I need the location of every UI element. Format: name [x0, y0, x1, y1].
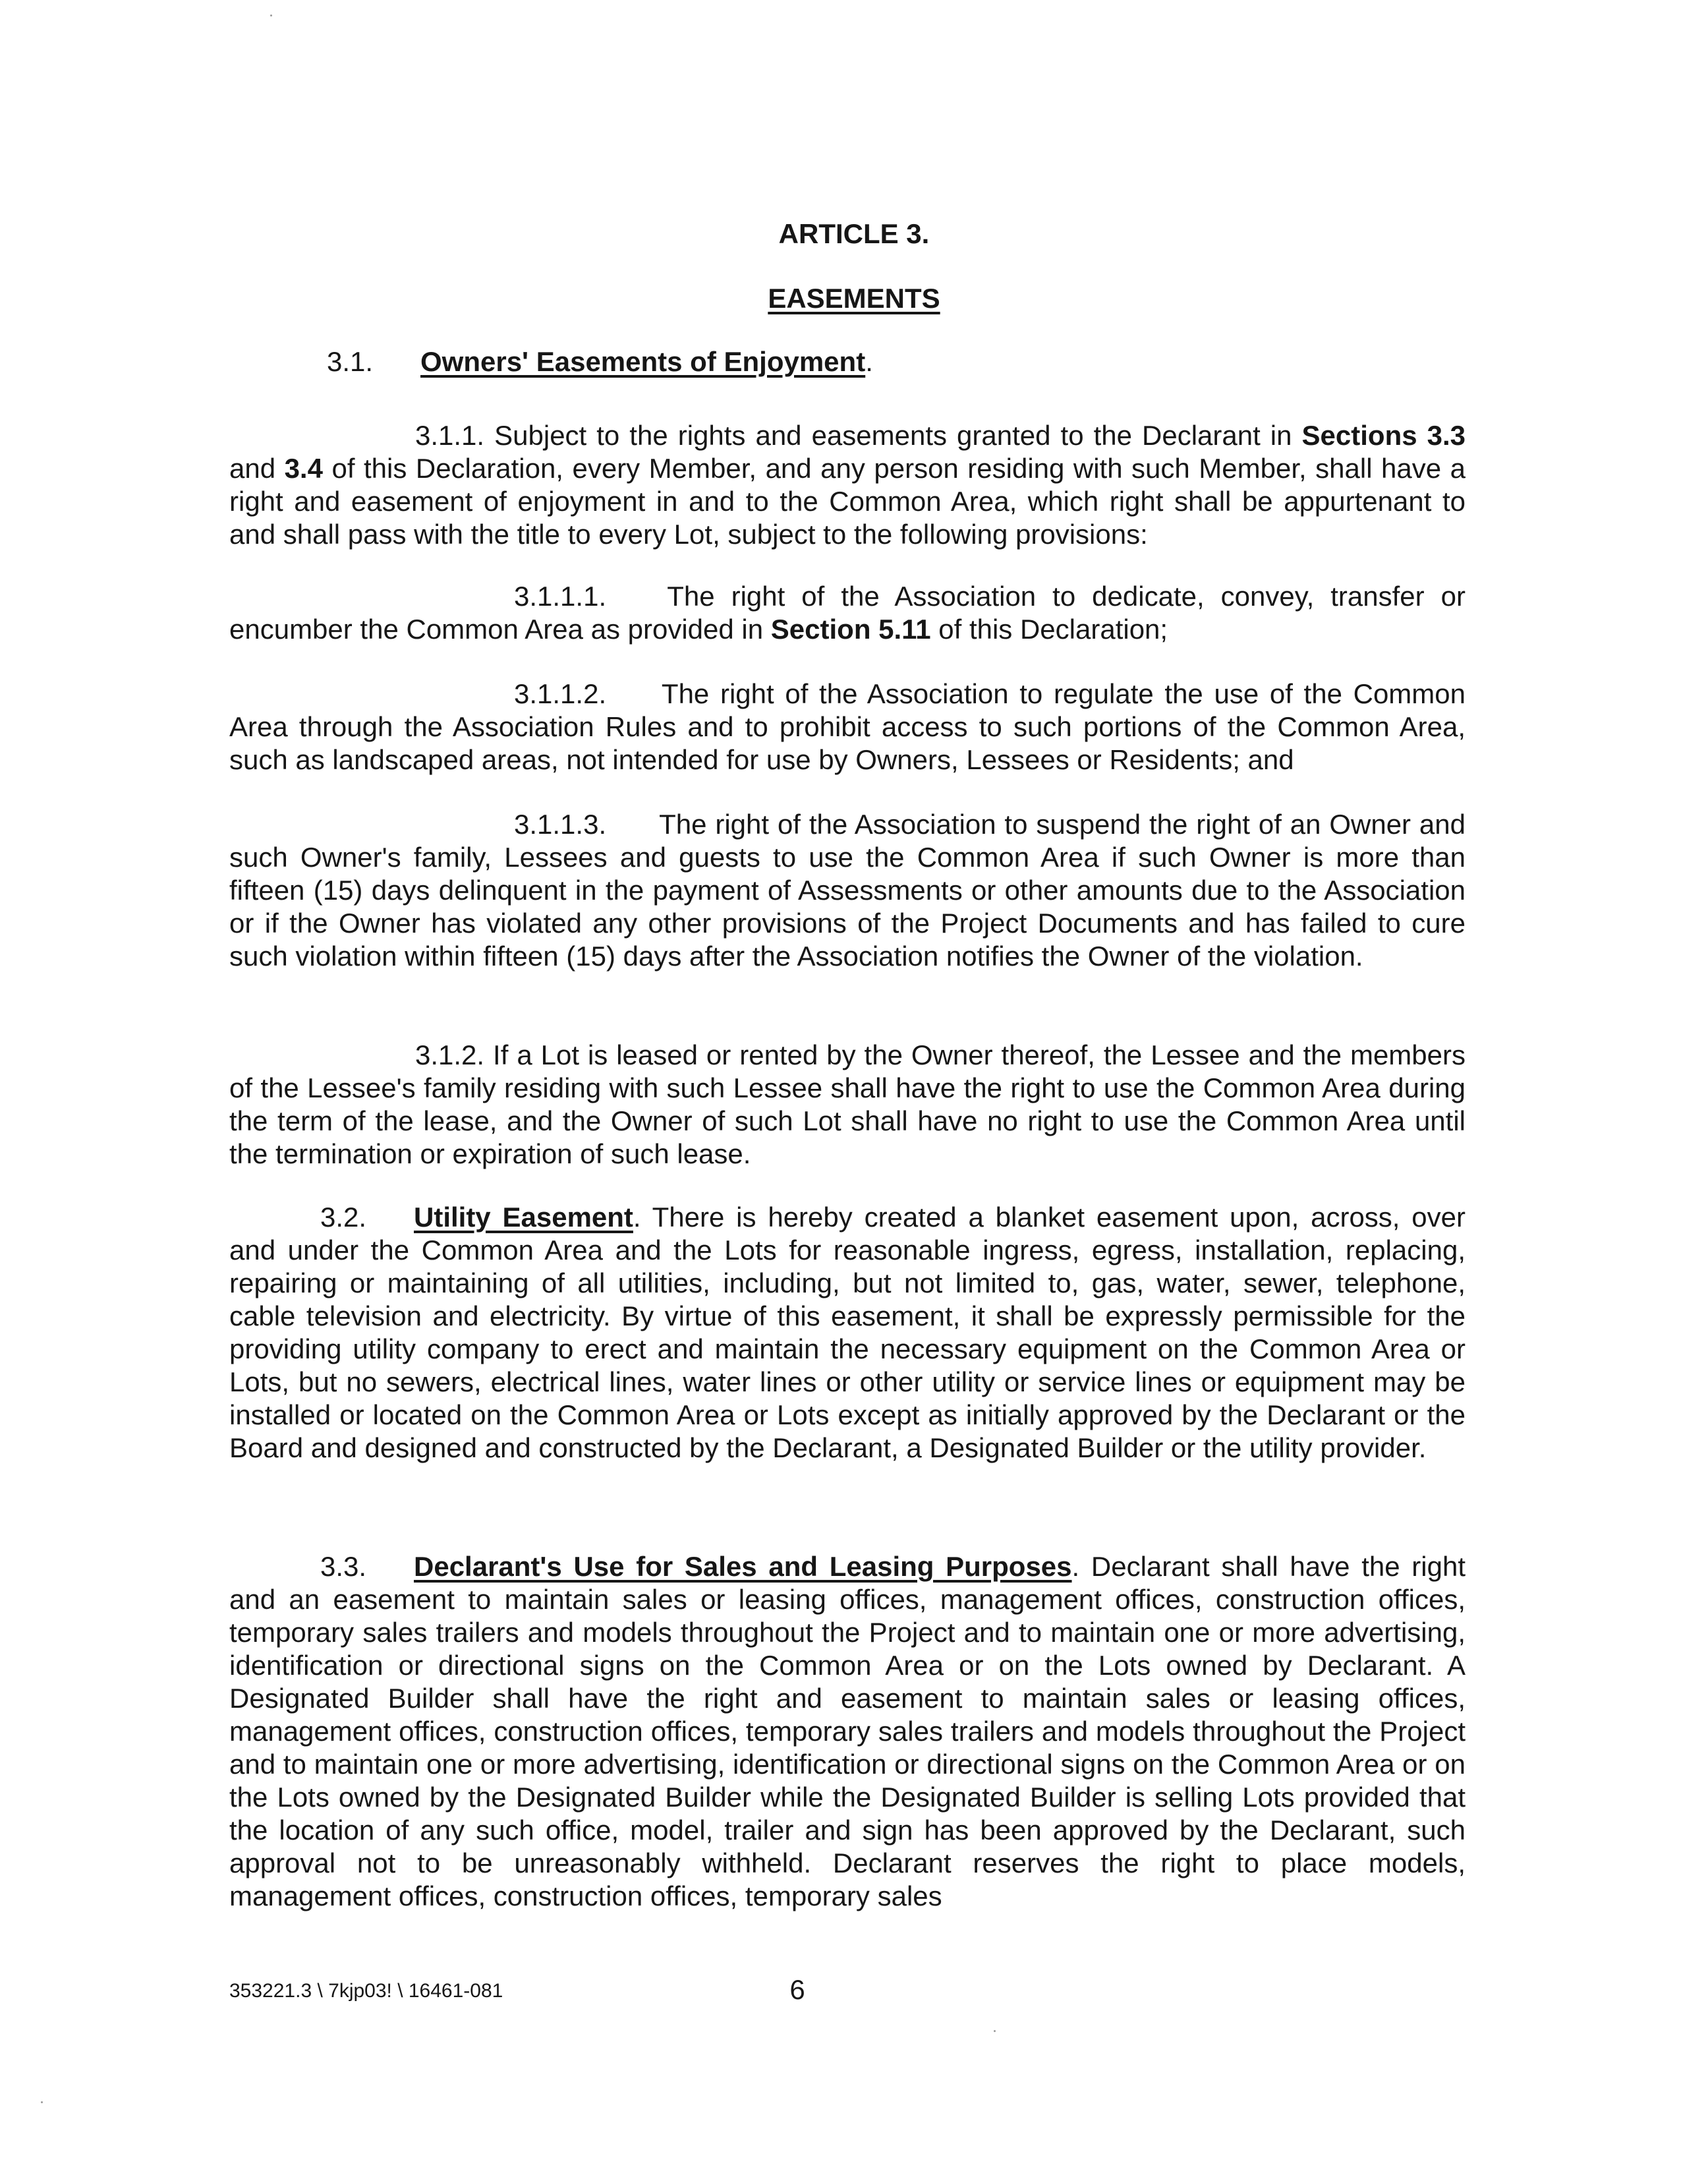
- section-3-2: [229, 1201, 1466, 1465]
- article-title: ARTICLE 3.: [778, 218, 930, 249]
- section-3-1-1-2: [229, 678, 1466, 776]
- section-text: If a Lot is leased or rented by the Owner thereof, the Lessee and the members of the Lessee's family residing with such Lessee shall have the right to use the Common Area during the term of the lease, and the Owner of such Lot shall have no right to use the Common Area until the termination or expiration of such lease.: [229, 1039, 1466, 1169]
- section-number: 3.3.: [320, 1551, 367, 1582]
- page-number: 6: [789, 1974, 805, 2005]
- section-title: Declarant's Use for Sales and Leasing Purposes: [414, 1551, 1072, 1582]
- section-3-1-1: [229, 419, 1466, 551]
- section-3-1-1-3: [229, 808, 1466, 973]
- section-text: Subject to the rights and easements granted to the Declarant in: [484, 420, 1302, 451]
- section-number: 3.1.1.3.: [514, 809, 607, 840]
- section-text: of this Declaration, every Member, and any person residing with such Member, shall have a right and easement of enjoyment in and to the Common Area, which right shall be appurtenant to and shall pass with the title to every Lot, subject to the following provisions:: [229, 453, 1466, 550]
- scan-speck: [994, 2030, 996, 2032]
- section-text: and: [229, 453, 285, 484]
- scan-speck: [41, 2101, 43, 2103]
- section-reference: Section 5.11: [770, 614, 931, 645]
- section-3-1-heading: [229, 345, 1466, 378]
- section-number: 3.1.2.: [415, 1039, 485, 1070]
- section-text: The right of the Association to regulate the use of the Common Area through the Association Rules and to prohibit access to such portions of the Common Area, such as landscaped areas, not intended for use by Owners, Lessees or Residents; and: [229, 678, 1466, 775]
- section-text: . Declarant shall have the right and an easement to maintain sales or leasing offices, management offices, construction offices, temporary sales trailers and models throughout the Project and to maintain one or more advertising, identification or directional signs on the Common Area or on the Lots owned by Declarant. A Designated Builder shall have the right and easement to maintain sales or leasing offices, management offices, construction offices, temporary sales trailers and models throughout the Project and to maintain one or more advertising, identification or directional signs on the Common Area or on the Lots owned by the Designated Builder while the Designated Builder is selling Lots provided that the location of any such office, model, trailer and sign has been approved by the Declarant, such approval not to be unreasonably withheld. Declarant reserves the right to place models, management offices, construction offices, temporary sales: [229, 1551, 1466, 1911]
- section-3-3: [229, 1550, 1466, 1913]
- section-title: Owners' Easements of Enjoyment: [420, 346, 866, 377]
- section-reference: Sections 3.3: [1301, 420, 1466, 451]
- section-text: The right of the Association to suspend the right of an Owner and such Owner's family, Lessees and guests to use the Common Area if such Owner is more than fifteen (15) days delinquent in the payment of Assessments or other amounts due to the Association or if the Owner has violated any other provisions of the Project Documents and has failed to cure such violation within fifteen (15) days after the Association notifies the Owner of the violation.: [229, 809, 1466, 972]
- section-title: Utility Easement: [414, 1202, 633, 1233]
- scan-speck: [270, 15, 272, 16]
- section-text: The right of the Association to dedicate, convey, transfer or encumber the Common Area as provided in: [229, 581, 1466, 645]
- section-number: 3.2.: [320, 1202, 367, 1233]
- section-number: 3.1.1.1.: [514, 581, 607, 612]
- section-3-1-1-1: [229, 580, 1466, 646]
- article-heading: EASEMENTS: [768, 283, 940, 314]
- section-3-1-2: [229, 1039, 1466, 1171]
- document-id: 353221.3 \ 7kjp03! \ 16461-081: [229, 1980, 503, 2002]
- section-number: 3.1.: [327, 346, 374, 377]
- section-number: 3.1.1.2.: [514, 678, 607, 709]
- section-text: . There is hereby created a blanket easement upon, across, over and under the Common Area and the Lots for reasonable ingress, egress, installation, replacing, repairing or maintaining of all utilities, including, but not limited to, gas, water, sewer, telephone, cable television and electricity. By virtue of this easement, it shall be expressly permissible for the providing utility company to erect and maintain the necessary equipment on the Common Area or Lots, but no sewers, electrical lines, water lines or other utility or service lines or equipment may be installed or located on the Common Area or Lots except as initially approved by the Declarant or the Board and designed and constructed by the Declarant, a Designated Builder or the utility provider.: [229, 1202, 1466, 1463]
- section-number: 3.1.1.: [415, 420, 485, 451]
- section-text: of this Declaration;: [930, 614, 1168, 645]
- section-reference: 3.4: [284, 453, 323, 484]
- section-title-period: .: [865, 346, 873, 377]
